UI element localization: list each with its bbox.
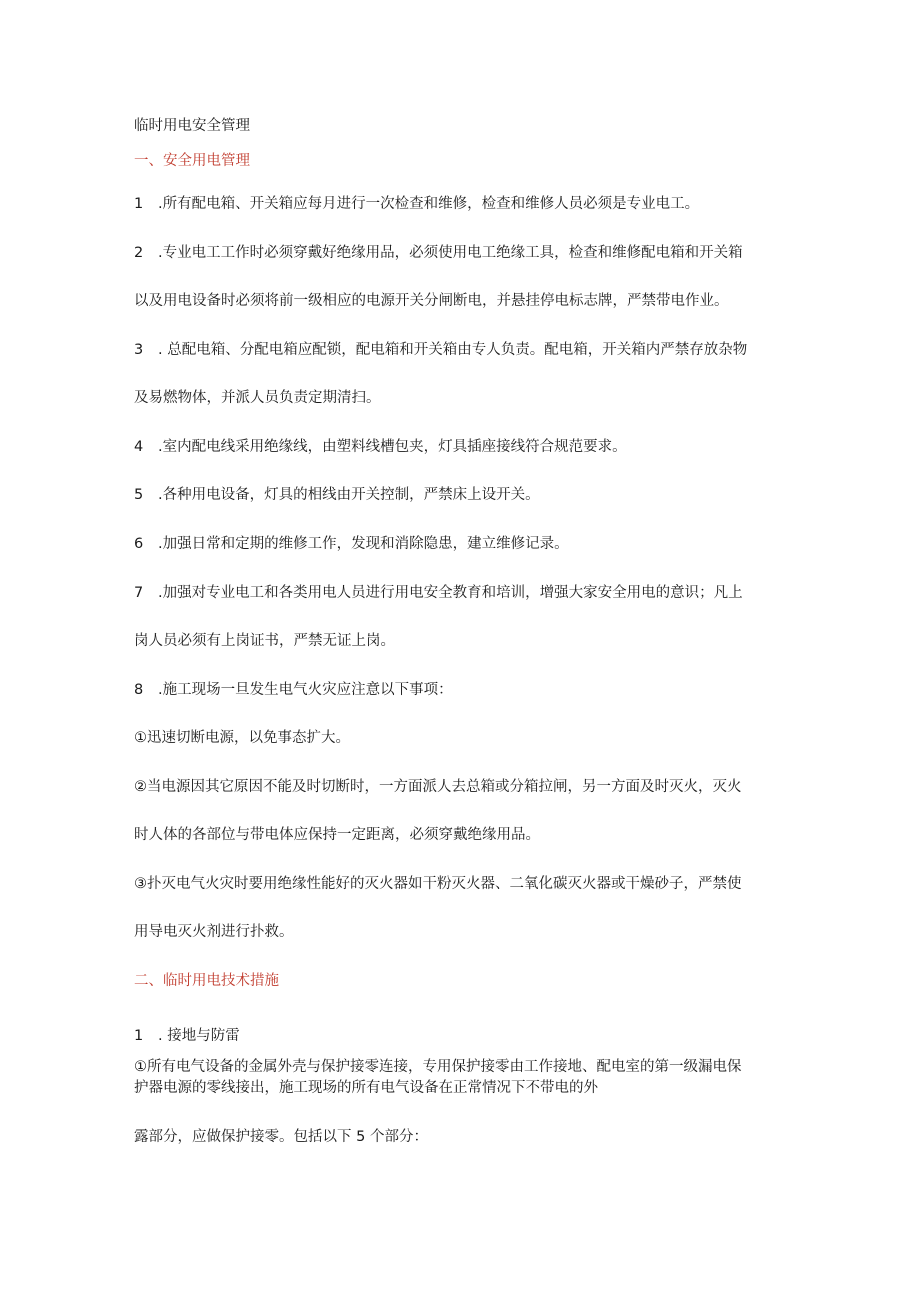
item-number: 6 [134,536,144,552]
item-text: .所有配电箱、开关箱应每月进行一次检查和维修，检查和维修人员必须是专业电工。 [158,196,700,212]
item-text: .各种用电设备，灯具的相线由开关控制，严禁床上设开关。 [158,487,540,503]
document-title: 临时用电安全管理 [134,118,250,134]
item-number: 4 [134,439,144,455]
item-text: .加强日常和定期的维修工作，发现和消除隐患，建立维修记录。 [158,536,569,552]
item-number: 1 [134,196,144,212]
item-text: .专业电工工作时必须穿戴好绝缘用品，必须使用电工绝缘工具，检查和维修配电箱和开关箱 [158,245,743,261]
section2-item-1 [134,1026,794,1046]
section-heading-2: 二、临时用电技术措施 [134,973,279,989]
sub-item-2: ②当电源因其它原因不能及时切断时，一方面派人去总箱或分箱拉闸，另一方面及时灭火，灭火 [134,779,742,795]
item-text: .室内配电线采用绝缘线，由塑料线槽包夹，灯具插座接线符合规范要求。 [158,439,627,455]
item-number: 5 [134,487,144,503]
item-text: . 接地与防雷 [158,1028,240,1044]
list-item-8 [134,680,794,700]
item-number: 8 [134,682,144,698]
list-item-2 [134,243,794,263]
item-text: .施工现场一旦发生电气火灾应注意以下事项： [158,682,453,698]
list-item-7 [134,583,794,603]
item-number: 2 [134,245,144,261]
item-number: 7 [134,585,144,601]
paragraph-line-1: ①所有电气设备的金属外壳与保护接零连接，专用保护接零由工作接地、配电室的第一级漏电保 [134,1059,742,1075]
paragraph-line-2: 护器电源的零线接出，施工现场的所有电气设备在正常情况下不带电的外 [134,1080,598,1096]
list-item-7-continuation: 岗人员必须有上岗证书，严禁无证上岗。 [134,633,395,649]
section-heading-1: 一、安全用电管理 [134,153,250,169]
list-item-5 [134,485,794,505]
list-item-4 [134,437,794,457]
item-text: . 总配电箱、分配电箱应配锁，配电箱和开关箱由专人负责。配电箱，开关箱内严禁存放杂物 [158,342,748,358]
paragraph-line-3: 露部分，应做保护接零。包括以下 5 个部分： [134,1129,428,1145]
sub-item-2-continuation: 时人体的各部位与带电体应保持一定距离，必须穿戴绝缘用品。 [134,827,540,843]
sub-item-3-continuation: 用导电灭火剂进行扑救。 [134,924,294,940]
list-item-6 [134,534,794,554]
list-item-2-continuation: 以及用电设备时必须将前一级相应的电源开关分闸断电，并悬挂停电标志牌，严禁带电作业。 [134,293,729,309]
item-number: 1 [134,1028,144,1044]
sub-item-3: ③扑灭电气火灾时要用绝缘性能好的灭火器如干粉灭火器、二氧化碳灭火器或干燥砂子，严禁使 [134,876,742,892]
item-number: 3 [134,342,144,358]
list-item-1 [134,194,794,214]
sub-item-1: ①迅速切断电源，以免事态扩大。 [134,730,350,746]
list-item-3-continuation: 及易燃物体，并派人员负责定期清扫。 [134,390,381,406]
item-text: .加强对专业电工和各类用电人员进行用电安全教育和培训，增强大家安全用电的意识；凡上 [158,585,743,601]
list-item-3 [134,340,794,360]
